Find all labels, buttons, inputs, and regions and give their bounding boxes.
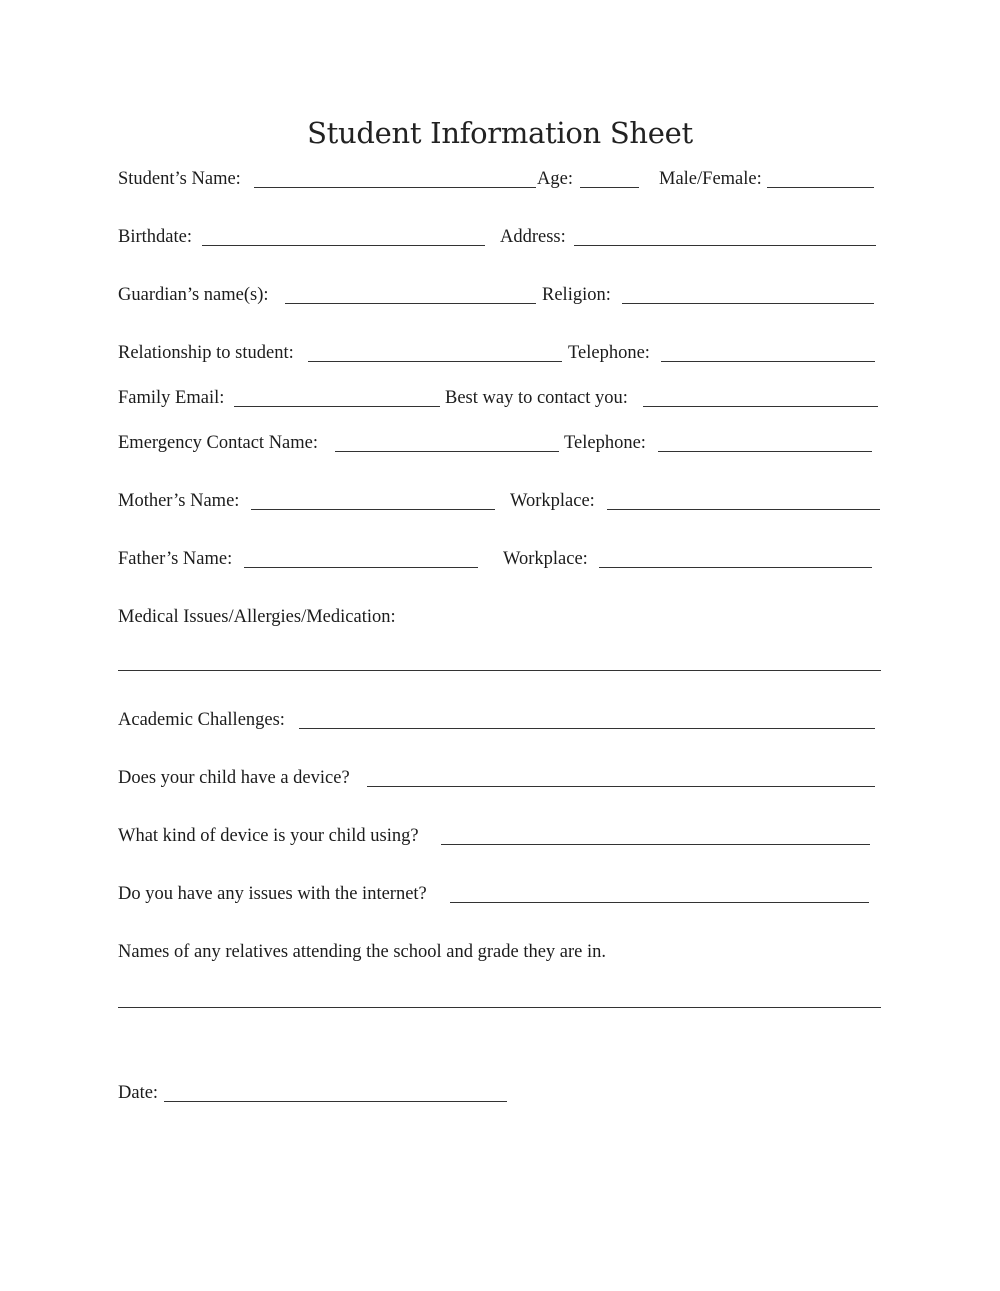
father-name-label: Father’s Name: [118,549,233,569]
telephone-field[interactable] [661,361,875,362]
age-label: Age: [537,169,573,189]
telephone-label: Telephone: [568,343,650,363]
row-guardian [118,282,882,308]
academic-field[interactable] [299,728,875,729]
student-name-field[interactable] [254,187,536,188]
date-label: Date: [118,1083,159,1103]
device-label: Does your child have a device? [118,768,350,788]
row-relationship [118,340,882,366]
row-birthdate [118,224,882,250]
row-academic [118,707,882,733]
address-label: Address: [500,227,566,247]
row-device-kind [118,823,882,849]
religion-field[interactable] [622,303,874,304]
emergency-contact-field[interactable] [335,451,559,452]
relatives-field[interactable] [118,1007,881,1008]
father-workplace-label: Workplace: [503,549,588,569]
birthdate-label: Birthdate: [118,227,192,247]
gender-label: Male/Female: [659,169,762,189]
gender-field[interactable] [767,187,874,188]
mother-name-field[interactable] [251,509,495,510]
row-mother [118,488,882,514]
device-kind-label: What kind of device is your child using? [118,826,419,846]
emergency-telephone-label: Telephone: [564,433,646,453]
device-field[interactable] [367,786,875,787]
mother-name-label: Mother’s Name: [118,491,240,511]
row-date [118,1080,882,1106]
relatives-label: Names of any relatives attending the school and grade they are in. [118,942,607,962]
row-device [118,765,882,791]
row-emergency-contact [118,430,882,456]
date-field[interactable] [164,1101,507,1102]
best-contact-field[interactable] [643,406,878,407]
internet-field[interactable] [450,902,869,903]
family-email-label: Family Email: [118,388,225,408]
row-father [118,546,882,572]
row-internet [118,881,882,907]
row-student-name [118,166,882,192]
mother-workplace-field[interactable] [607,509,880,510]
guardian-label: Guardian’s name(s): [118,285,269,305]
guardian-field[interactable] [285,303,536,304]
father-name-field[interactable] [244,567,478,568]
row-relatives [118,939,882,965]
best-contact-label: Best way to contact you: [445,388,628,408]
internet-label: Do you have any issues with the internet? [118,884,427,904]
family-email-field[interactable] [234,406,440,407]
page-title: Student Information Sheet [307,116,693,150]
birthdate-field[interactable] [202,245,485,246]
device-kind-field[interactable] [441,844,870,845]
row-family-email [118,385,882,411]
row-medical [118,604,882,630]
academic-label: Academic Challenges: [118,710,285,730]
student-name-label: Student’s Name: [118,169,241,189]
address-field[interactable] [574,245,876,246]
mother-workplace-label: Workplace: [510,491,595,511]
religion-label: Religion: [542,285,611,305]
emergency-telephone-field[interactable] [658,451,872,452]
medical-field[interactable] [118,670,881,671]
age-field[interactable] [580,187,639,188]
father-workplace-field[interactable] [599,567,872,568]
emergency-contact-label: Emergency Contact Name: [118,433,319,453]
medical-label: Medical Issues/Allergies/Medication: [118,607,396,627]
relationship-label: Relationship to student: [118,343,294,363]
relationship-field[interactable] [308,361,562,362]
